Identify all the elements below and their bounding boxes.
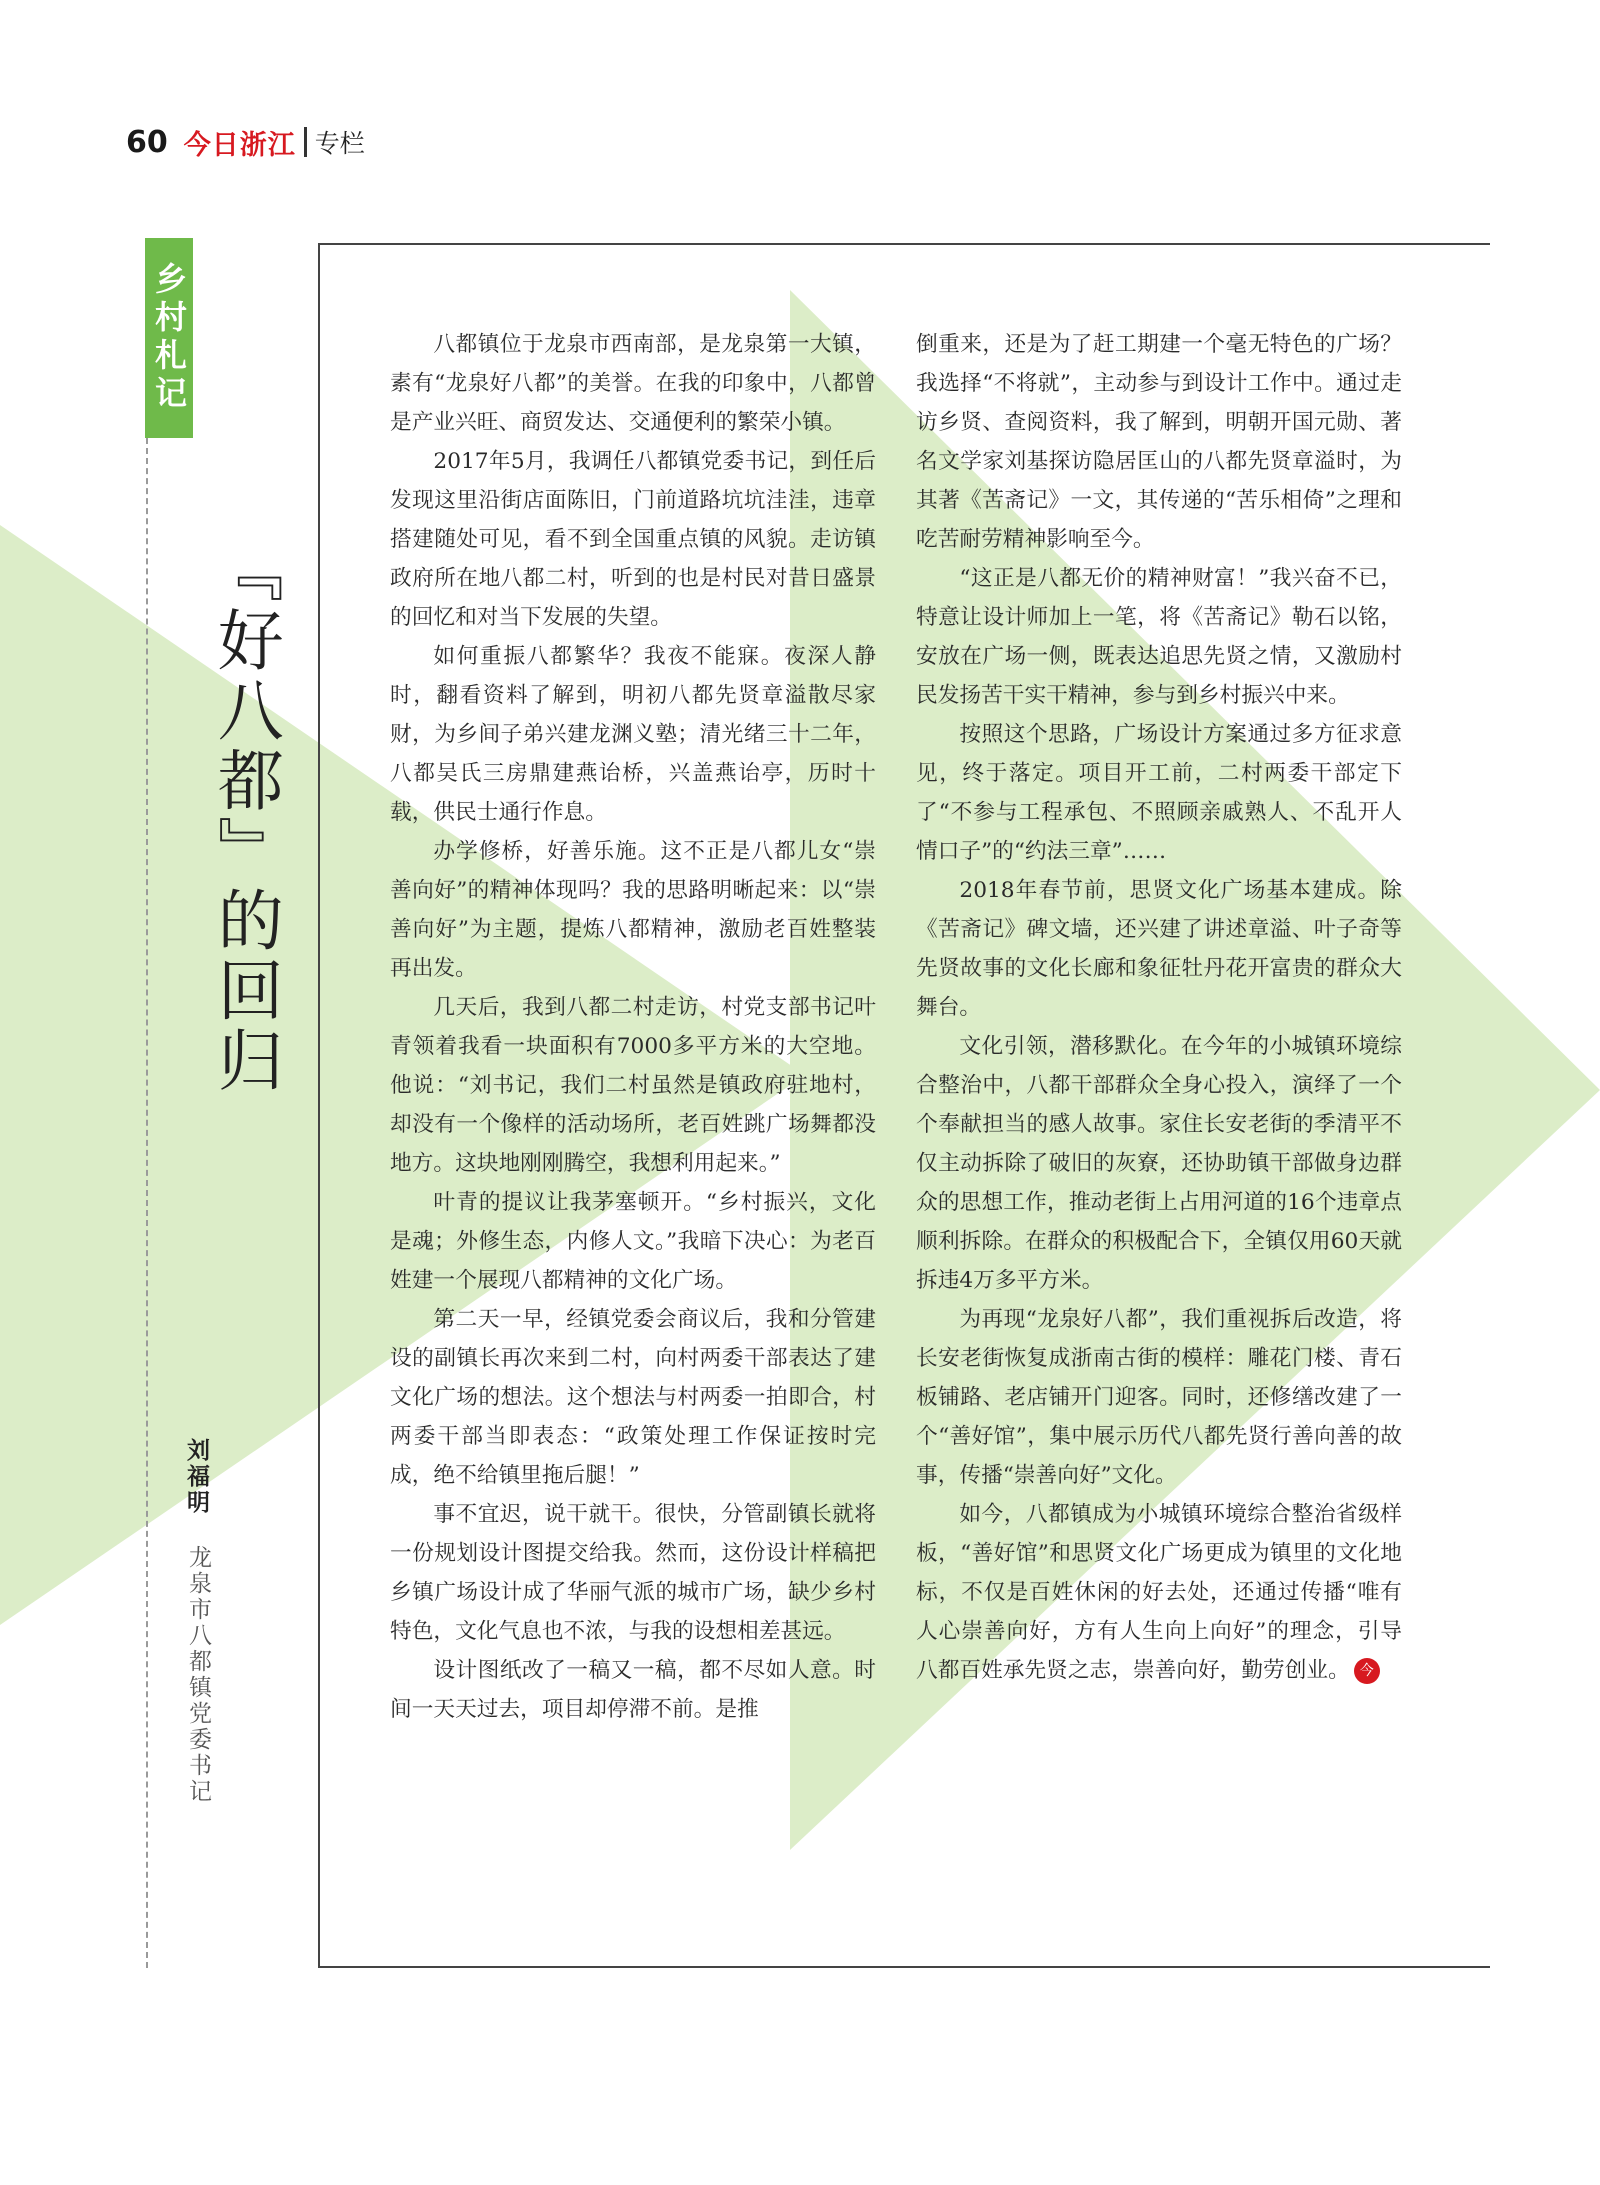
paragraph-continuation: 倒重来，还是为了赶工期建一个毫无特色的广场？我选择“不将就”，主动参与到设计工作中。通过走访乡贤、查阅资料，我了解到，明朝开国元勋、著名文学家刘基探访隐居匡山的八都先贤章溢时，为其著《苦斋记》一文，其传递的“苦乐相倚”之理和吃苦耐劳精神影响至今。: [916, 332, 1402, 552]
frame-top-line: [318, 243, 1490, 245]
magazine-logo: 今日浙江: [183, 129, 296, 161]
paragraph: 文化引领，潜移默化。在今年的小城镇环境综合整治中，八都干部群众全身心投入，演绎了一个个奉献担当的感人故事。家住长安老街的季清平不仅主动拆除了破旧的灰寮，还协助镇干部做身边群众的思想工作，推动老街上占用河道的16个违章点顺利拆除。在群众的积极配合下，全镇仅用60天就拆违4万多平方米。: [916, 1034, 1402, 1293]
paragraph: 第二天一早，经镇党委会商议后，我和分管建设的副镇长再次来到二村，向村两委干部表达了建文化广场的想法。这个想法与村两委一拍即合，村两委干部当即表态：“政策处理工作保证按时完成，绝不给镇里拖后腿！”: [390, 1307, 876, 1488]
paragraph: 为再现“龙泉好八都”，我们重视拆后改造，将长安老街恢复成浙南古街的模样：雕花门楼、青石板铺路、老店铺开门迎客。同时，还修缮改建了一个“善好馆”，集中展示历代八都先贤行善向善的故事，传播“崇善向好”文化。: [916, 1307, 1402, 1488]
page-header: [126, 122, 365, 162]
author-name: 刘福明: [183, 1438, 209, 1516]
frame-bottom-line: [318, 1966, 1490, 1968]
dashed-divider: [146, 438, 148, 1968]
section-name: 专栏: [314, 129, 365, 158]
paragraph: 办学修桥，好善乐施。这不正是八都儿女“崇善向好”的精神体现吗？我的思路明晰起来：以“崇善向好”为主题，提炼八都精神，激励老百姓整装再出发。: [390, 839, 876, 981]
paragraph: 如何重振八都繁华？我夜不能寐。夜深人静时，翻看资料了解到，明初八都先贤章溢散尽家财，为乡间子弟兴建龙渊义塾；清光绪三十二年，八都吴氏三房鼎建燕诒桥，兴盖燕诒亭，历时十载，供民士通行作息。: [390, 644, 876, 825]
author-title: 龙泉市八都镇党委书记: [185, 1545, 211, 1805]
paragraph: 事不宜迟，说干就干。很快，分管副镇长就将一份规划设计图提交给我。然而，这份设计样稿把乡镇广场设计成了华丽气派的城市广场，缺少乡村特色，文化气息也不浓，与我的设想相差甚远。: [390, 1502, 876, 1644]
article-title: 『好八都』的回归: [206, 536, 284, 1096]
frame-left-line: [318, 243, 320, 1967]
article-column-2: [916, 325, 1402, 1690]
paragraph: 几天后，我到八都二村走访，村党支部书记叶青领着我看一块面积有7000多平方米的大空地。他说：“刘书记，我们二村虽然是镇政府驻地村，却没有一个像样的活动场所，老百姓跳广场舞都没地方。这块地刚刚腾空，我想利用起来。”: [390, 995, 876, 1176]
paragraph: 八都镇位于龙泉市西南部，是龙泉第一大镇，素有“龙泉好八都”的美誉。在我的印象中，八都曾是产业兴旺、商贸发达、交通便利的繁荣小镇。: [390, 332, 876, 435]
paragraph: 按照这个思路，广场设计方案通过多方征求意见，终于落定。项目开工前，二村两委干部定下了“不参与工程承包、不照顾亲戚熟人、不乱开人情口子”的“约法三章”……: [916, 722, 1402, 864]
end-mark-icon: 今: [1354, 1658, 1380, 1684]
header-divider: [304, 127, 307, 157]
paragraph: 2017年5月，我调任八都镇党委书记，到任后发现这里沿街店面陈旧，门前道路坑坑洼洼，违章搭建随处可见，看不到全国重点镇的风貌。走访镇政府所在地八都二村，听到的也是村民对昔日盛景的回忆和对当下发展的失望。: [390, 449, 876, 630]
article-column-1: [390, 325, 876, 1729]
page-number: 60: [126, 124, 168, 160]
paragraph: “这正是八都无价的精神财富！”我兴奋不已，特意让设计师加上一笔，将《苦斋记》勒石以铭，安放在广场一侧，既表达追思先贤之情，又激励村民发扬苦干实干精神，参与到乡村振兴中来。: [916, 566, 1402, 708]
paragraph: 设计图纸改了一稿又一稿，都不尽如人意。时间一天天过去，项目却停滞不前。是推: [390, 1658, 876, 1722]
paragraph: 2018年春节前，思贤文化广场基本建成。除《苦斋记》碑文墙，还兴建了讲述章溢、叶子奇等先贤故事的文化长廊和象征牡丹花开富贵的群众大舞台。: [916, 878, 1402, 1020]
paragraph-last: [916, 1495, 1402, 1690]
paragraph: 叶青的提议让我茅塞顿开。“乡村振兴，文化是魂；外修生态，内修人文。”我暗下决心：为老百姓建一个展现八都精神的文化广场。: [390, 1190, 876, 1293]
column-tag: 乡村札记: [145, 238, 193, 438]
paragraph-text: 如今，八都镇成为小城镇环境综合整治省级样板，“善好馆”和思贤文化广场更成为镇里的文化地标，不仅是百姓休闲的好去处，还通过传播“唯有人心崇善向好，方有人生向上向好”的理念，引导八都百姓承先贤之志，崇善向好，勤劳创业。: [916, 1502, 1402, 1683]
